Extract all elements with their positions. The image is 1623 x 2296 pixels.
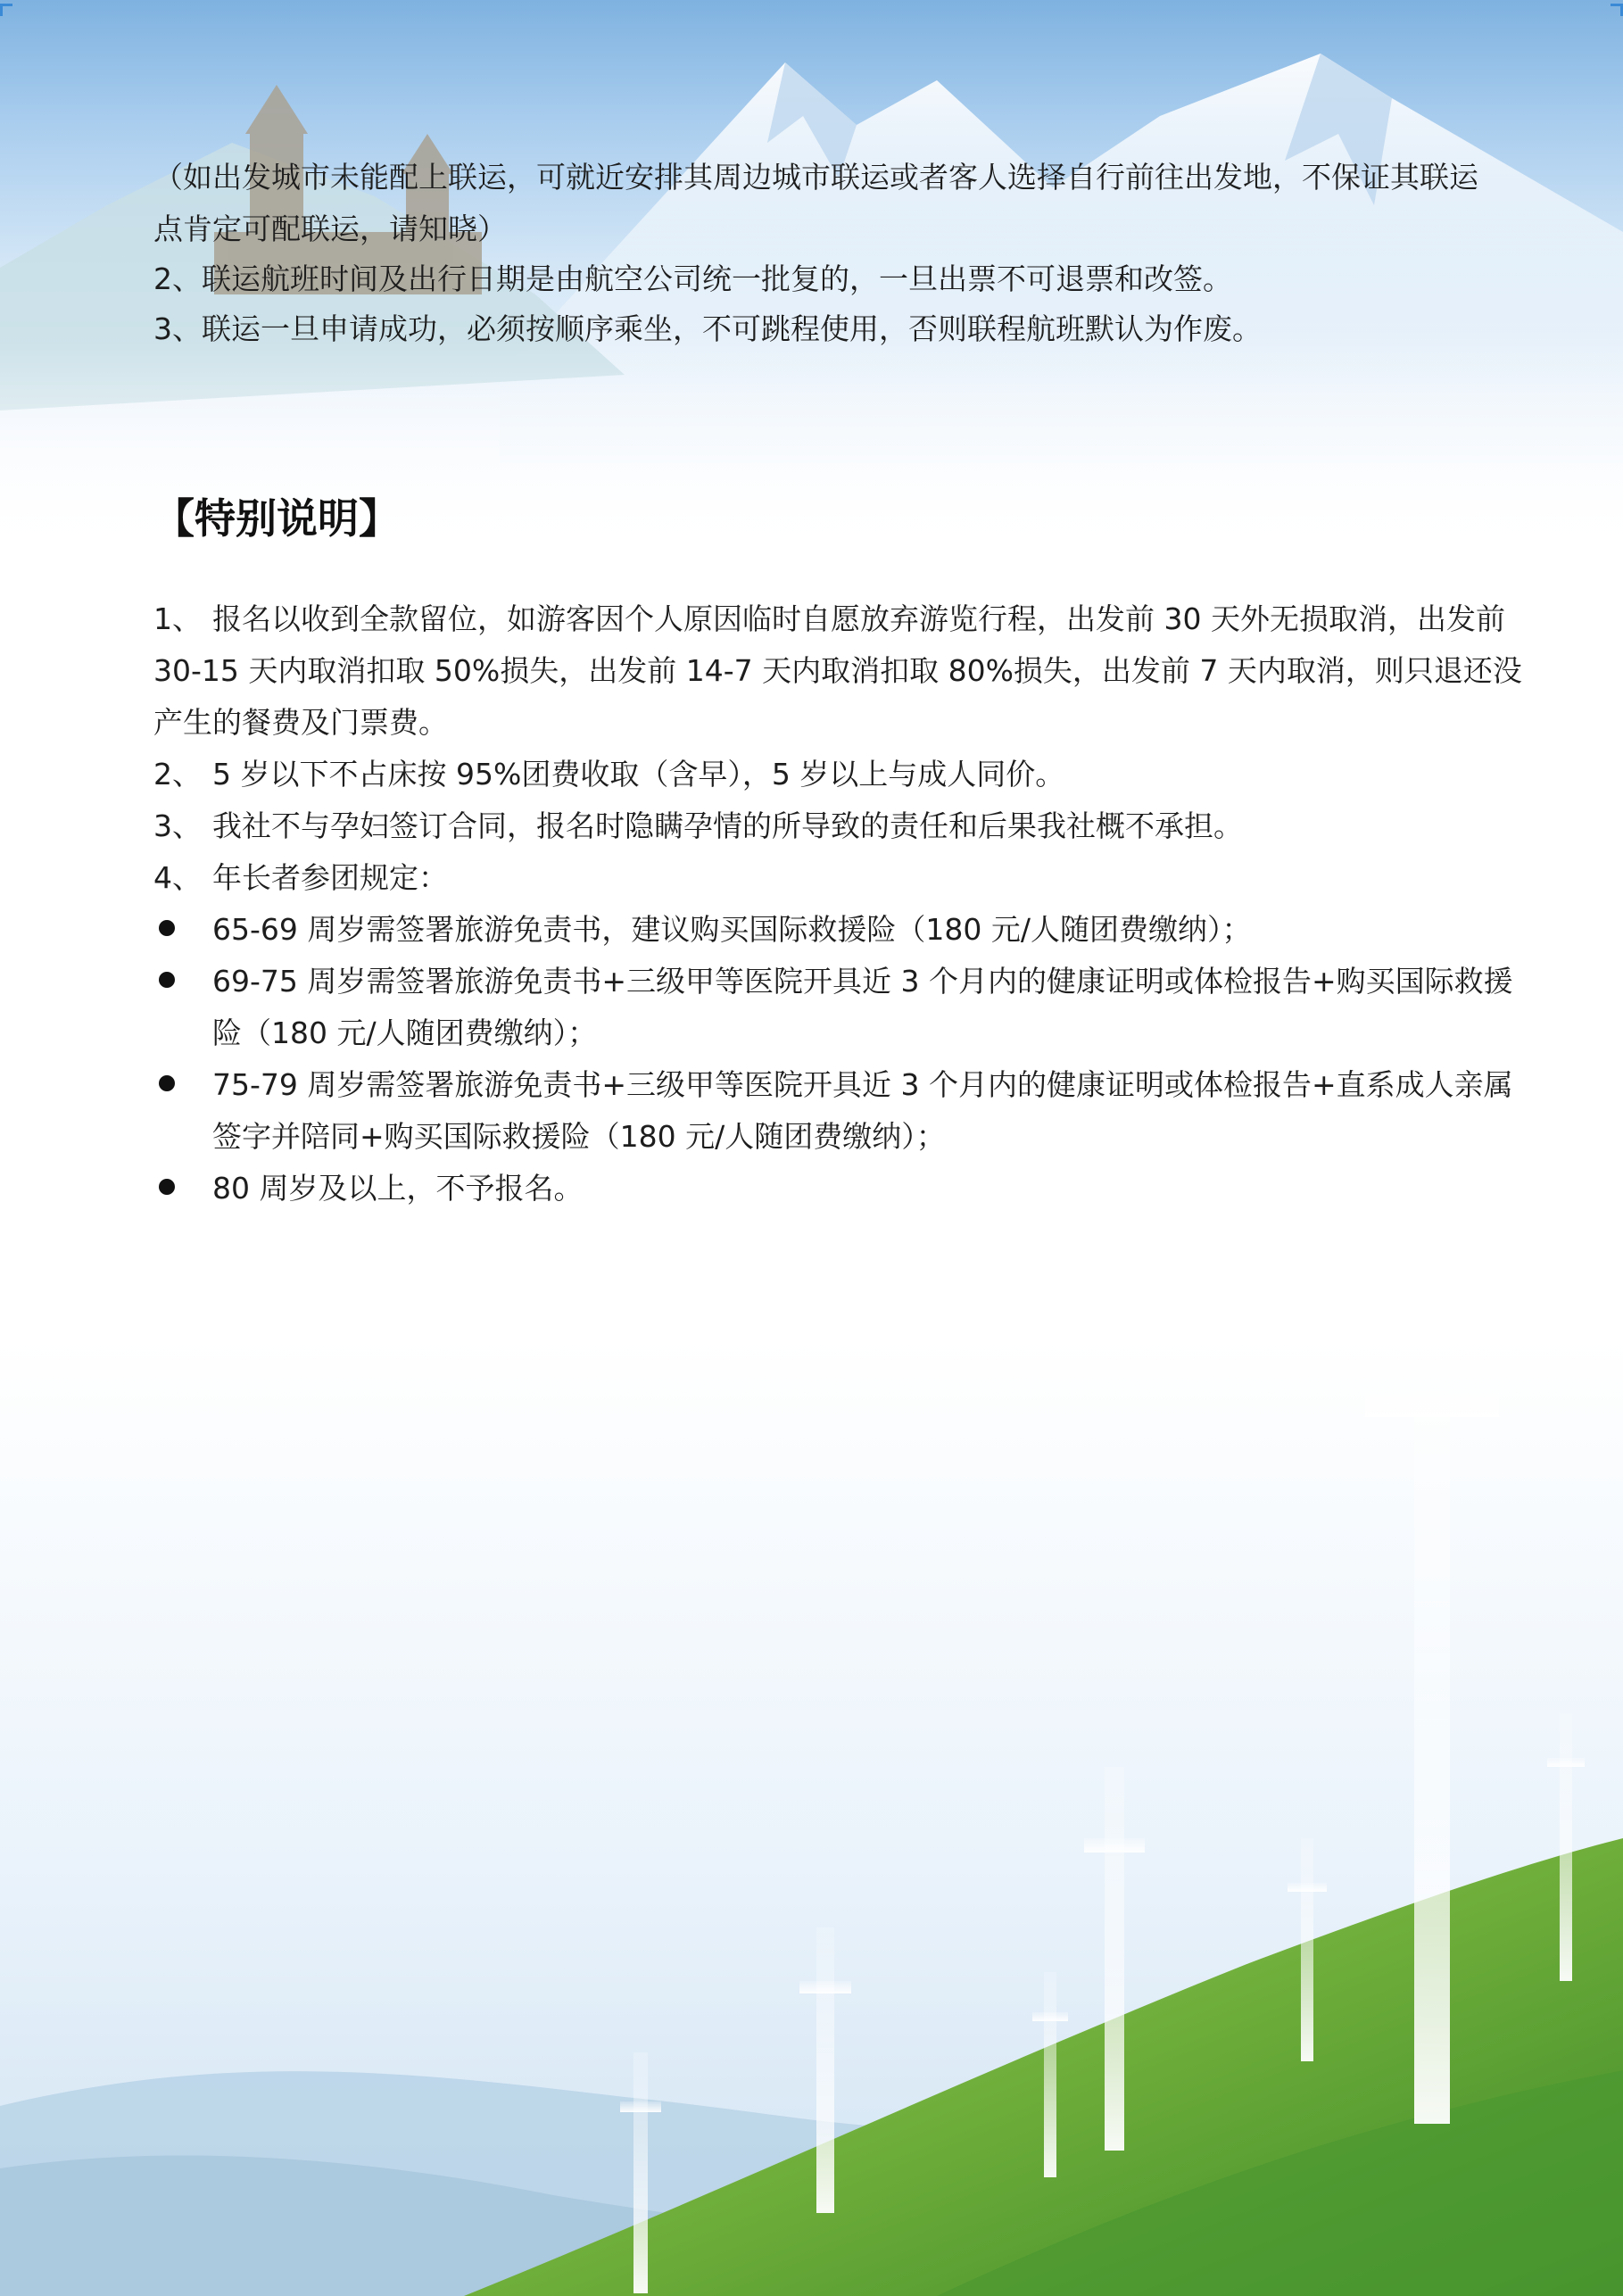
bullet-text: 65-69 周岁需签署旅游免责书，建议购买国际救援险（180 元/人随团费缴纳）； [212,912,1252,947]
bullet-icon [159,920,175,936]
connection-note-line-2: 点肯定可配联运，请知晓） [153,211,507,246]
bullet-text: 签字并陪同+购买国际救援险（180 元/人随团费缴纳）； [212,1119,946,1154]
bullet-text: 险（180 元/人随团费缴纳）； [212,1015,598,1050]
item-number: 4、 [153,860,202,895]
item-text: 30-15 天内取消扣取 50%损失，出发前 14-7 天内取消扣取 80%损失，出发前 7 天内取消，则只退还没 [153,653,1522,688]
item-text: 年长者参团规定： [212,860,448,895]
item-text: 我社不与孕妇签订合同，报名时隐瞒孕情的所导致的责任和后果我社概不承担。 [212,808,1243,843]
item-number: 3、 [153,808,202,843]
bullet-icon [159,972,175,988]
connection-rule-3: 3、联运一旦申请成功，必须按顺序乘坐，不可跳程使用，否则联程航班默认为作废。 [153,311,1262,346]
item-text: 5 岁以下不占床按 95%团费收取（含早），5 岁以上与成人同价。 [212,757,1065,792]
item-text: 产生的餐费及门票费。 [153,705,448,740]
item-text: 报名以收到全款留位，如游客因个人原因临时自愿放弃游览行程，出发前 30 天外无损取消，出发前 [212,601,1505,636]
bullet-icon [159,1075,175,1091]
connection-rule-2: 2、联运航班时间及出行日期是由航空公司统一批复的，一旦出票不可退票和改签。 [153,261,1232,296]
item-number: 1、 [153,601,202,636]
item-number: 2、 [153,757,202,792]
bullet-text: 75-79 周岁需签署旅游免责书+三级甲等医院开具近 3 个月内的健康证明或体检报告+直系成人亲属 [212,1067,1513,1102]
bullet-text: 80 周岁及以上，不予报名。 [212,1171,584,1206]
corner-mark-top-left [0,4,12,16]
section-title: 【特别说明】 [153,494,400,543]
connection-note-line-1: （如出发城市未能配上联运，可就近安排其周边城市联运或者客人选择自行前往出发地，不保证其联运 [153,160,1478,195]
corner-mark-top-right [1611,4,1623,16]
bullet-icon [159,1179,175,1195]
bullet-text: 69-75 周岁需签署旅游免责书+三级甲等医院开具近 3 个月内的健康证明或体检报告+购买国际救援 [212,964,1513,999]
hillside-crosses-illustration [0,1339,1623,2296]
